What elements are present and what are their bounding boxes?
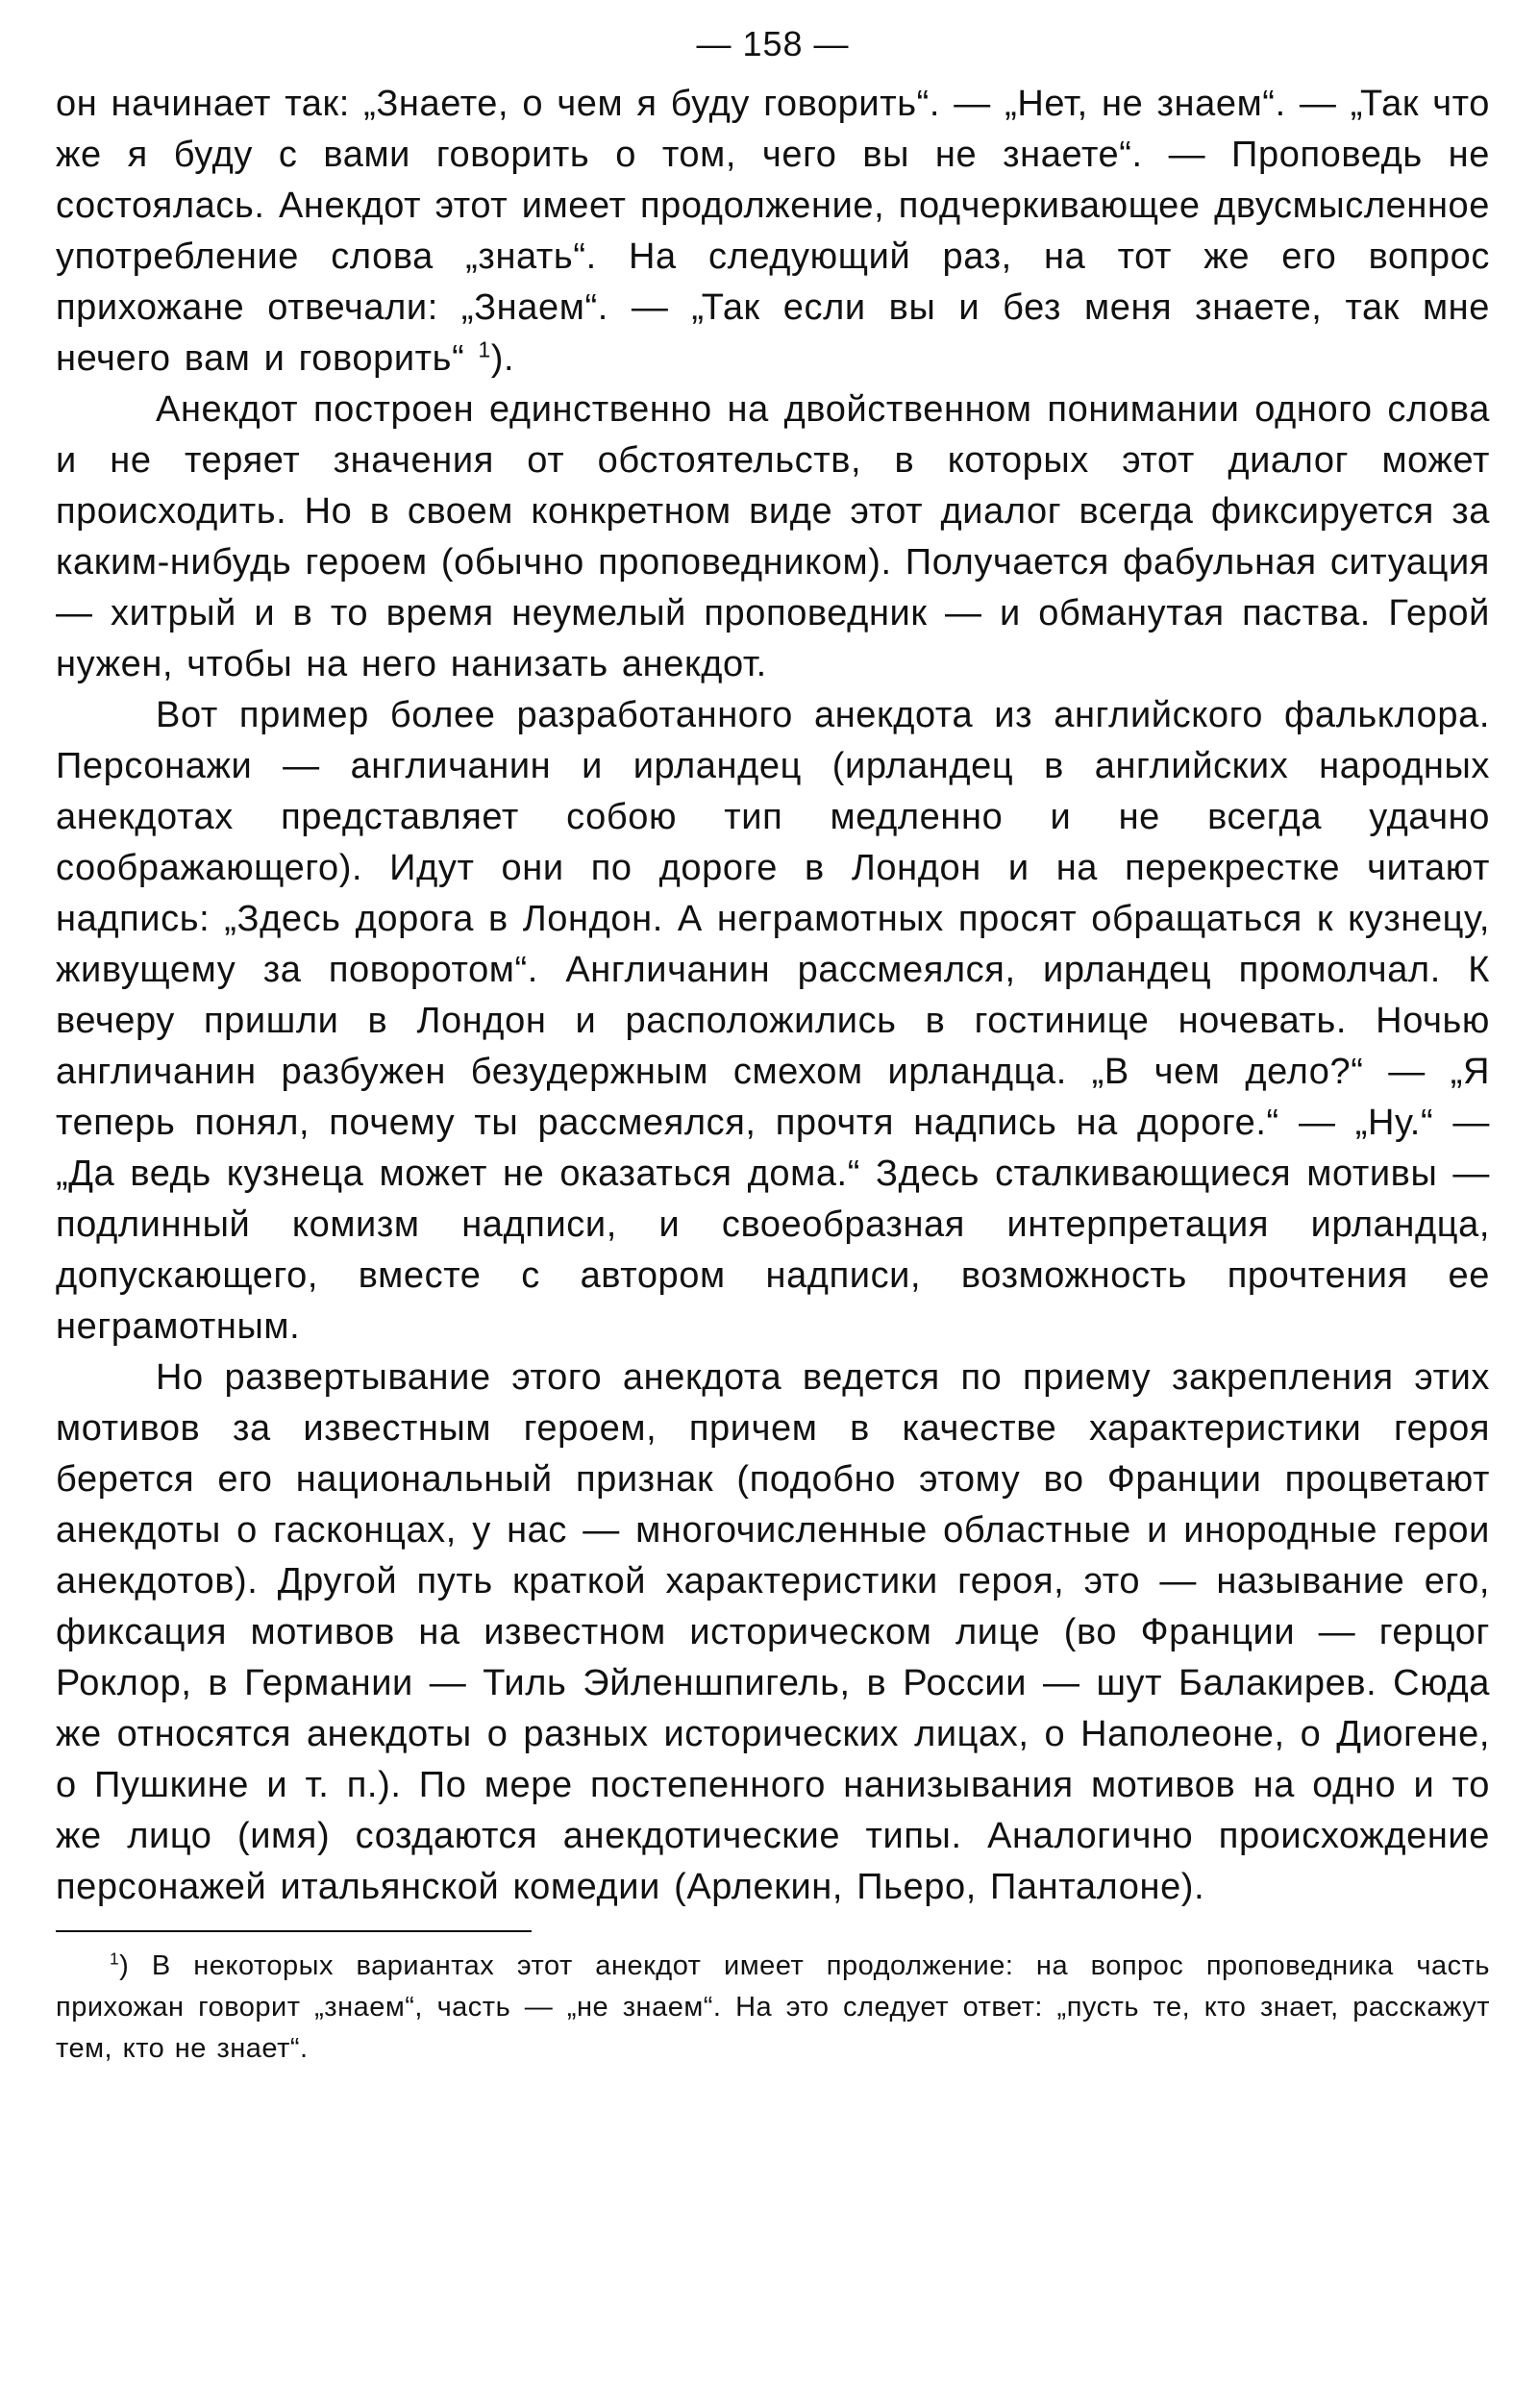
body-text	[56, 79, 1490, 1913]
footnote-divider	[56, 1930, 532, 1932]
footnote-text: ) В некоторых вариантах этот анекдот имеет продолжение: на вопрос проповедника часть прихожан говорит „знаем“, часть — „не знаем“. На это следует ответ: „пусть те, кто знает, расскажут тем, кто не знает“.	[56, 1950, 1490, 2064]
footnote-reference-tail: ).	[490, 338, 515, 379]
page-number: — 158 —	[696, 24, 850, 63]
paragraph-1-text: он начинает так: „Знаете, о чем я буду говорить“. — „Нет, не знаем“. — „Так что же я буду с вами говорить о том, чего вы не знаете“. — Проповедь не состоялась. Анекдот этот имеет продолжение, подчеркивающее двусмысленное употребление слова „знать“. На следующий раз, на тот же его вопрос прихожане отвечали: „Знаем“. — „Так если вы и без меня знаете, так мне нечего вам и говорить“	[56, 84, 1490, 379]
footnote	[56, 1946, 1490, 2070]
paragraph-4: Но развертывание этого анекдота ведется по приему закрепления этих мотивов за известным героем, причем в качестве характеристики героя берется его национальный признак (подобно этому во Франции процветают анекдоты о гасконцах, у нас — многочисленные областные и инородные герои анекдотов). Другой путь краткой характеристики героя, это — называние его, фиксация мотивов на известном историческом лице (во Франции — герцог Роклор, в Германии — Тиль Эйленшпигель, в России — шут Балакирев. Сюда же относятся анекдоты о разных исторических лицах, о Наполеоне, о Диогене, о Пушкине и т. п.). По мере постепенного нанизывания мотивов на одно и то же лицо (имя) создаются анекдотические типы. Аналогично происхождение персонажей итальянской комедии (Арлекин, Пьеро, Панталоне).	[56, 1357, 1490, 1907]
footnote-marker: 1	[110, 1949, 120, 1969]
paragraph-3: Вот пример более разработанного анекдота из английского фальклора. Персонажи — англичанин и ирландец (ирландец в английских народных анекдотах представляет собою тип медленно и не всегда удачно соображающего). Идут они по дороге в Лондон и на перекрестке читают надпись: „Здесь дорога в Лондон. А неграмотных просят обращаться к кузнецу, живущему за поворотом“. Англичанин рассмеялся, ирландец промолчал. К вечеру пришли в Лондон и расположились в гостинице ночевать. Ночью англичанин разбужен безудержным смехом ирландца. „В чем дело?“ — „Я теперь понял, почему ты рассмеялся, прочтя надпись на дороге.“ — „Ну.“ — „Да ведь кузнеца может не оказаться дома.“ Здесь сталкивающиеся мотивы — подлинный комизм надписи, и своеобразная интерпретация ирландца, допускающего, вместе с автором надписи, возможность прочтения ее неграмотным.	[56, 695, 1490, 1347]
footnote-reference: 1	[478, 336, 491, 362]
paragraph-1	[56, 79, 1490, 385]
document-page	[56, 0, 1490, 2070]
paragraph-2: Анекдот построен единственно на двойственном понимании одного слова и не теряет значения от обстоятельств, в которых этот диалог может происходить. Но в своем конкретном виде этот диалог всегда фиксируется за каким-нибудь героем (обычно проповедником). Получается фабульная ситуация — хитрый и в то время неумелый проповедник — и обманутая паства. Герой нужен, чтобы на него нанизать анекдот.	[56, 389, 1490, 684]
